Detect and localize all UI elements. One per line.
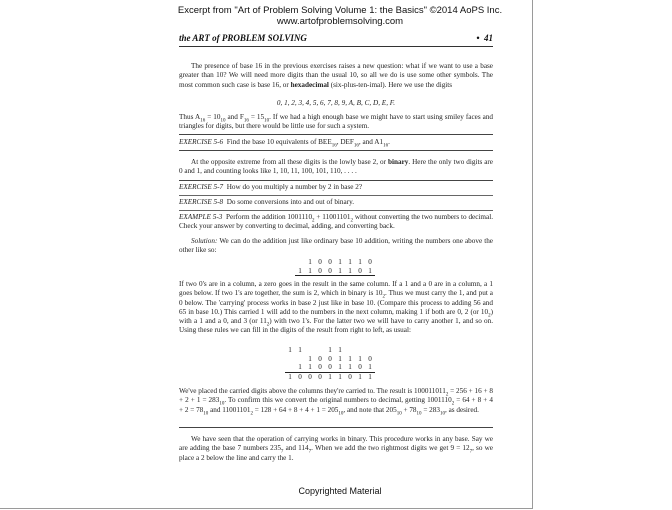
paragraph-carry-explanation: If two 0's are in a column, a zero goes in the result in the same column. If a 1 and a 0 are in a column, a 1 goes below. If two 1's are together, the sum is 2, which in binary is $10_2$. Thus we must carry the 1, and put a 0 below. The 'carrying' process works in base 2 just like in base 10. (Compare this process to adding 56 and 65 in base 10.) This carried 1 will add to the numbers in the next column, making 1 if both are 0, 2 (or $10_2$) with a 1 and a 0, and 3 (or $11_2$) with two 1's. For the latter two we will have to carry another 1, and so on. Using these rules we can fill in the digits of the result from right to left, as usual: — [179, 280, 493, 335]
paragraph-binary-intro: At the opposite extreme from all these digits is the lowly base 2, or binary. Here the only two digits are 0 and 1, and counting looks like 1, 10, 11, 100, 101, 110, . . . . — [179, 158, 493, 176]
running-head-title: the ART of PROBLEM SOLVING — [179, 33, 307, 43]
divider — [179, 180, 493, 181]
bullet-icon: • — [476, 33, 480, 43]
exercise-5-8: EXERCISE 5-8 Do some conversions into and out of binary. — [179, 198, 355, 206]
divider — [179, 134, 493, 135]
term-hexadecimal: hexadecimal — [290, 80, 329, 89]
exercise-label: EXERCISE 5-6 — [179, 138, 224, 146]
page-number: • 41 — [476, 33, 493, 43]
paragraph-hexadecimal-intro: The presence of base 16 in the previous exercises raises a new question: what if we want to use a base greater than 10? We will need more digits than the usual 10, so all we do is use some other symbols. The most common such case is base 16, or hexadecimal (six-plus-ten-imal). Here we use the digits — [179, 62, 493, 89]
term-binary: binary — [387, 158, 409, 166]
hex-digit-list: 0, 1, 2, 3, 4, 5, 6, 7, 8, 9, A, B, C, D, E, F. — [276, 99, 396, 107]
exercise-5-7: EXERCISE 5-7 How do you multiply a number by 2 in base 2? — [179, 183, 363, 191]
running-head — [179, 33, 493, 47]
binary-addition-worked: 1 1 1 1 1 0 0 1 1 1 0 1 1 0 0 1 1 0 1 1 0 0 0 1 1 0 1 1 — [285, 346, 375, 381]
excerpt-header-line1: Excerpt from "Art of Problem Solving Volume 1: the Basics" ©2014 AoPS Inc. — [177, 5, 503, 16]
binary-addition-setup: 1 0 0 1 1 1 0 1 1 0 0 1 1 0 1 — [295, 258, 375, 276]
excerpt-header-url: www.artofproblemsolving.com — [276, 16, 404, 27]
exercise-5-6: EXERCISE 5-6 Find the base 10 equivalents of $BEE_{16}$, $DEF_{16}$, and $A1_{16}$. — [179, 138, 390, 149]
paragraph-any-base: We have seen that the operation of carrying works in binary. This procedure works in any base. Say we are adding the base 7 numbers $235_7$ and $114_7$. When we add the two rightmost digits we get $9 = 12_7$, so we place a 2 below the line and carry the 1. — [179, 435, 493, 462]
paragraph-hex-examples: Thus $A_{16} = 10_{10}$ and $F_{16} = 15_{10}$. If we had a high enough base we might have to start using smiley faces and triangles for digits, but there would be little use for such a system. — [179, 113, 494, 131]
copyright-footer: Copyrighted Material — [298, 486, 382, 496]
example-5-3: EXAMPLE 5-3 Perform the addition $1001110_2 + 11001101_2$ without converting the two numbers to decimal. Check your answer by converting to decimal, adding, and converting back. — [179, 213, 493, 231]
divider — [179, 210, 493, 211]
divider — [179, 195, 493, 196]
paragraph-verification: We've placed the carried digits above the columns they're carried to. The result is $100011011_2 = 256 + 16 + 8 + 2 + 1 = 283_{10}$. To confirm this we convert the original numbers to decimal, getting $1001110_2 = 64 + 8 + 4 + 2 = 78_{10}$ and $11001101_2 = 128 + 64 + 8 + 4 + 1 = 205_{10}$, and note that $205_{10} + 78_{10} = 283_{10}$, as desired. — [179, 387, 493, 417]
divider — [179, 427, 493, 428]
divider — [179, 150, 493, 151]
solution-paragraph: Solution: We can do the addition just like ordinary base 10 addition, writing the numbers one above the other like so: — [179, 237, 494, 255]
